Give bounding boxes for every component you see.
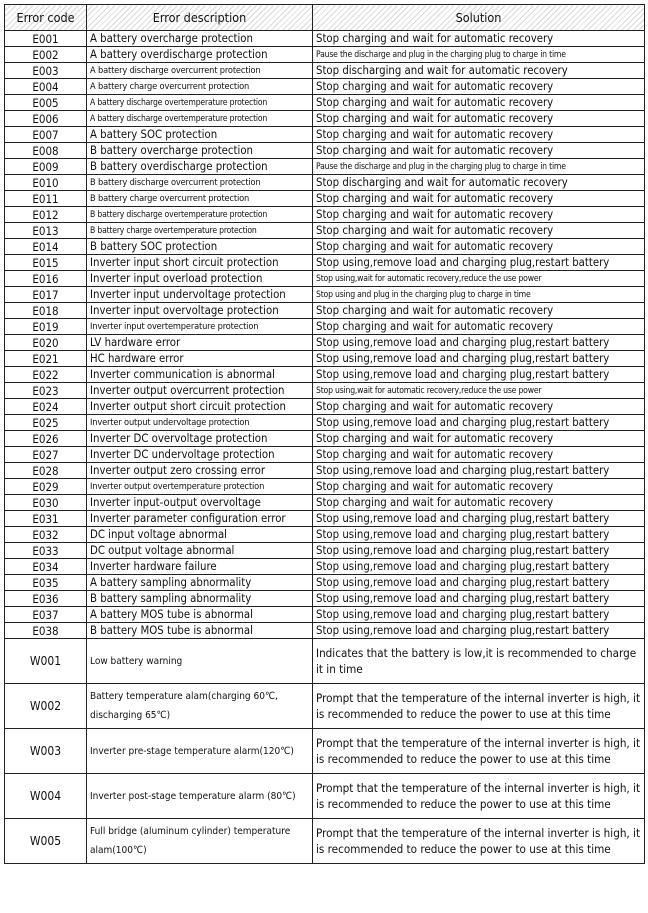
solution-cell: Stop using,remove load and charging plug,restart battery: [313, 591, 645, 607]
error-description-cell: DC input voltage abnormal: [87, 527, 313, 543]
solution-cell: Stop charging and wait for automatic recovery: [313, 399, 645, 415]
solution-cell: Stop charging and wait for automatic recovery: [313, 79, 645, 95]
table-row: [5, 335, 645, 351]
solution-cell: Stop using,remove load and charging plug,restart battery: [313, 559, 645, 575]
warning-code-cell: W002: [5, 684, 87, 729]
solution-cell: Prompt that the temperature of the internal inverter is high, it is recommended to reduce the power to use at this time: [313, 684, 645, 729]
error-code-cell: E033: [5, 543, 87, 559]
solution-cell: Stop using,remove load and charging plug,restart battery: [313, 527, 645, 543]
table-row: [5, 47, 645, 63]
warning-description-cell: Inverter post-stage temperature alarm (80℃): [87, 774, 313, 819]
table-row: [5, 175, 645, 191]
table-row: [5, 431, 645, 447]
warning-description-cell: Inverter pre-stage temperature alarm(120℃): [87, 729, 313, 774]
error-code-cell: E030: [5, 495, 87, 511]
error-description-cell: HC hardware error: [87, 351, 313, 367]
solution-cell: Stop using,remove load and charging plug,restart battery: [313, 351, 645, 367]
warning-code-cell: W001: [5, 639, 87, 684]
error-code-cell: E032: [5, 527, 87, 543]
error-code-cell: E020: [5, 335, 87, 351]
table-row: [5, 367, 645, 383]
error-code-cell: E001: [5, 31, 87, 47]
table-row: [5, 319, 645, 335]
header-solution: Solution: [313, 5, 645, 31]
solution-cell: Stop using,remove load and charging plug,restart battery: [313, 335, 645, 351]
solution-cell: Stop charging and wait for automatic recovery: [313, 479, 645, 495]
table-row: [5, 559, 645, 575]
error-code-cell: E017: [5, 287, 87, 303]
table-body: [5, 31, 645, 864]
error-code-cell: E022: [5, 367, 87, 383]
solution-cell: Stop using,wait for automatic recovery,reduce the use power: [313, 383, 645, 399]
solution-cell: Stop using,remove load and charging plug,restart battery: [313, 367, 645, 383]
error-code-table: [4, 4, 645, 864]
error-description-cell: Inverter output short circuit protection: [87, 399, 313, 415]
solution-cell: Stop charging and wait for automatic recovery: [313, 447, 645, 463]
solution-cell: Stop using,remove load and charging plug,restart battery: [313, 543, 645, 559]
error-description-cell: Inverter input overvoltage protection: [87, 303, 313, 319]
error-code-cell: E031: [5, 511, 87, 527]
table-row: [5, 303, 645, 319]
table-row: [5, 31, 645, 47]
error-code-cell: E023: [5, 383, 87, 399]
solution-cell: Stop charging and wait for automatic recovery: [313, 303, 645, 319]
warning-code-cell: W003: [5, 729, 87, 774]
error-description-cell: B battery sampling abnormality: [87, 591, 313, 607]
error-code-cell: E005: [5, 95, 87, 111]
error-description-cell: B battery MOS tube is abnormal: [87, 623, 313, 639]
table-row: [5, 111, 645, 127]
solution-cell: Stop charging and wait for automatic recovery: [313, 143, 645, 159]
table-row: [5, 207, 645, 223]
error-code-cell: E010: [5, 175, 87, 191]
error-code-cell: E007: [5, 127, 87, 143]
solution-cell: Prompt that the temperature of the internal inverter is high, it is recommended to reduce the power to use at this time: [313, 774, 645, 819]
solution-cell: Stop charging and wait for automatic recovery: [313, 431, 645, 447]
solution-cell: Stop using,remove load and charging plug,restart battery: [313, 463, 645, 479]
table-row: [5, 729, 645, 774]
table-row: [5, 79, 645, 95]
warning-description-cell: Battery temperature alam(charging 60℃, discharging 65℃): [87, 684, 313, 729]
error-description-cell: Inverter output overtemperature protection: [87, 479, 313, 495]
table-header: [5, 5, 645, 31]
table-row: [5, 255, 645, 271]
table-row: [5, 447, 645, 463]
solution-cell: Stop charging and wait for automatic recovery: [313, 95, 645, 111]
table-row: [5, 399, 645, 415]
table-row: [5, 575, 645, 591]
error-description-cell: A battery discharge overtemperature protection: [87, 95, 313, 111]
header-row: [5, 5, 645, 31]
solution-cell: Indicates that the battery is low,it is recommended to charge it in time: [313, 639, 645, 684]
error-code-cell: E026: [5, 431, 87, 447]
error-description-cell: Inverter DC overvoltage protection: [87, 431, 313, 447]
error-description-cell: Inverter hardware failure: [87, 559, 313, 575]
warning-description-cell: Full bridge (aluminum cylinder) temperature alam(100℃): [87, 819, 313, 864]
table-row: [5, 623, 645, 639]
error-code-cell: E038: [5, 623, 87, 639]
solution-cell: Stop using,remove load and charging plug,restart battery: [313, 575, 645, 591]
error-description-cell: Inverter DC undervoltage protection: [87, 447, 313, 463]
error-description-cell: B battery discharge overtemperature protection: [87, 207, 313, 223]
error-description-cell: Inverter input undervoltage protection: [87, 287, 313, 303]
error-description-cell: A battery discharge overtemperature protection: [87, 111, 313, 127]
solution-cell: Stop charging and wait for automatic recovery: [313, 207, 645, 223]
table-row: [5, 819, 645, 864]
table-row: [5, 591, 645, 607]
solution-cell: Stop charging and wait for automatic recovery: [313, 223, 645, 239]
error-code-cell: E014: [5, 239, 87, 255]
error-code-cell: E024: [5, 399, 87, 415]
table-row: [5, 543, 645, 559]
table-row: [5, 95, 645, 111]
error-description-cell: A battery charge overcurrent protection: [87, 79, 313, 95]
table-row: [5, 607, 645, 623]
error-code-cell: E002: [5, 47, 87, 63]
table-row: [5, 127, 645, 143]
solution-cell: Pause the discharge and plug in the charging plug to charge in time: [313, 159, 645, 175]
solution-cell: Prompt that the temperature of the internal inverter is high, it is recommended to reduce the power to use at this time: [313, 819, 645, 864]
solution-cell: Stop using,remove load and charging plug,restart battery: [313, 255, 645, 271]
error-description-cell: Inverter output undervoltage protection: [87, 415, 313, 431]
error-description-cell: Inverter input short circuit protection: [87, 255, 313, 271]
solution-cell: Stop charging and wait for automatic recovery: [313, 31, 645, 47]
error-description-cell: A battery SOC protection: [87, 127, 313, 143]
table-row: [5, 415, 645, 431]
table-row: [5, 239, 645, 255]
table-row: [5, 463, 645, 479]
solution-cell: Stop charging and wait for automatic recovery: [313, 319, 645, 335]
table-row: [5, 684, 645, 729]
error-code-cell: E018: [5, 303, 87, 319]
error-description-cell: DC output voltage abnormal: [87, 543, 313, 559]
table-row: [5, 383, 645, 399]
error-code-cell: E025: [5, 415, 87, 431]
error-description-cell: B battery SOC protection: [87, 239, 313, 255]
solution-cell: Stop charging and wait for automatic recovery: [313, 111, 645, 127]
solution-cell: Stop charging and wait for automatic recovery: [313, 495, 645, 511]
error-code-cell: E011: [5, 191, 87, 207]
table-row: [5, 511, 645, 527]
error-code-cell: E021: [5, 351, 87, 367]
error-code-cell: E028: [5, 463, 87, 479]
table-row: [5, 774, 645, 819]
warning-description-cell: Low battery warning: [87, 639, 313, 684]
error-code-cell: E035: [5, 575, 87, 591]
table-row: [5, 351, 645, 367]
solution-cell: Prompt that the temperature of the internal inverter is high, it is recommended to reduce the power to use at this time: [313, 729, 645, 774]
error-code-cell: E036: [5, 591, 87, 607]
solution-cell: Stop charging and wait for automatic recovery: [313, 127, 645, 143]
error-description-cell: Inverter input overload protection: [87, 271, 313, 287]
error-code-cell: E016: [5, 271, 87, 287]
table-row: [5, 223, 645, 239]
solution-cell: Stop using,remove load and charging plug,restart battery: [313, 623, 645, 639]
solution-cell: Stop using,remove load and charging plug,restart battery: [313, 415, 645, 431]
warning-code-cell: W005: [5, 819, 87, 864]
solution-cell: Stop using,remove load and charging plug,restart battery: [313, 511, 645, 527]
error-code-cell: E003: [5, 63, 87, 79]
error-description-cell: A battery overcharge protection: [87, 31, 313, 47]
error-description-cell: B battery charge overcurrent protection: [87, 191, 313, 207]
warning-code-cell: W004: [5, 774, 87, 819]
table-row: [5, 159, 645, 175]
error-description-cell: Inverter parameter configuration error: [87, 511, 313, 527]
solution-cell: Stop charging and wait for automatic recovery: [313, 239, 645, 255]
solution-cell: Stop discharging and wait for automatic recovery: [313, 63, 645, 79]
error-description-cell: B battery overdischarge protection: [87, 159, 313, 175]
header-error-description: Error description: [87, 5, 313, 31]
error-code-cell: E006: [5, 111, 87, 127]
error-code-cell: E029: [5, 479, 87, 495]
solution-cell: Pause the discharge and plug in the charging plug to charge in time: [313, 47, 645, 63]
table-row: [5, 191, 645, 207]
error-description-cell: A battery sampling abnormality: [87, 575, 313, 591]
error-description-cell: B battery charge overtemperature protection: [87, 223, 313, 239]
error-description-cell: A battery discharge overcurrent protection: [87, 63, 313, 79]
header-error-code: Error code: [5, 5, 87, 31]
solution-cell: Stop charging and wait for automatic recovery: [313, 191, 645, 207]
error-description-cell: Inverter input-output overvoltage: [87, 495, 313, 511]
table-row: [5, 479, 645, 495]
error-code-cell: E008: [5, 143, 87, 159]
error-code-cell: E012: [5, 207, 87, 223]
error-description-cell: Inverter output zero crossing error: [87, 463, 313, 479]
error-code-cell: E034: [5, 559, 87, 575]
error-description-cell: Inverter input overtemperature protection: [87, 319, 313, 335]
error-description-cell: B battery overcharge protection: [87, 143, 313, 159]
solution-cell: Stop using,wait for automatic recovery,reduce the use power: [313, 271, 645, 287]
error-description-cell: A battery MOS tube is abnormal: [87, 607, 313, 623]
solution-cell: Stop using and plug in the charging plug to charge in time: [313, 287, 645, 303]
table-row: [5, 287, 645, 303]
error-code-cell: E009: [5, 159, 87, 175]
error-description-cell: LV hardware error: [87, 335, 313, 351]
error-description-cell: Inverter communication is abnormal: [87, 367, 313, 383]
table-row: [5, 271, 645, 287]
error-code-cell: E019: [5, 319, 87, 335]
error-description-cell: A battery overdischarge protection: [87, 47, 313, 63]
solution-cell: Stop using,remove load and charging plug,restart battery: [313, 607, 645, 623]
error-description-cell: Inverter output overcurrent protection: [87, 383, 313, 399]
error-code-cell: E004: [5, 79, 87, 95]
error-code-cell: E037: [5, 607, 87, 623]
error-code-cell: E027: [5, 447, 87, 463]
error-description-cell: B battery discharge overcurrent protection: [87, 175, 313, 191]
table-row: [5, 495, 645, 511]
table-row: [5, 639, 645, 684]
table-row: [5, 527, 645, 543]
solution-cell: Stop discharging and wait for automatic recovery: [313, 175, 645, 191]
error-code-cell: E013: [5, 223, 87, 239]
table-row: [5, 63, 645, 79]
error-code-cell: E015: [5, 255, 87, 271]
table-row: [5, 143, 645, 159]
